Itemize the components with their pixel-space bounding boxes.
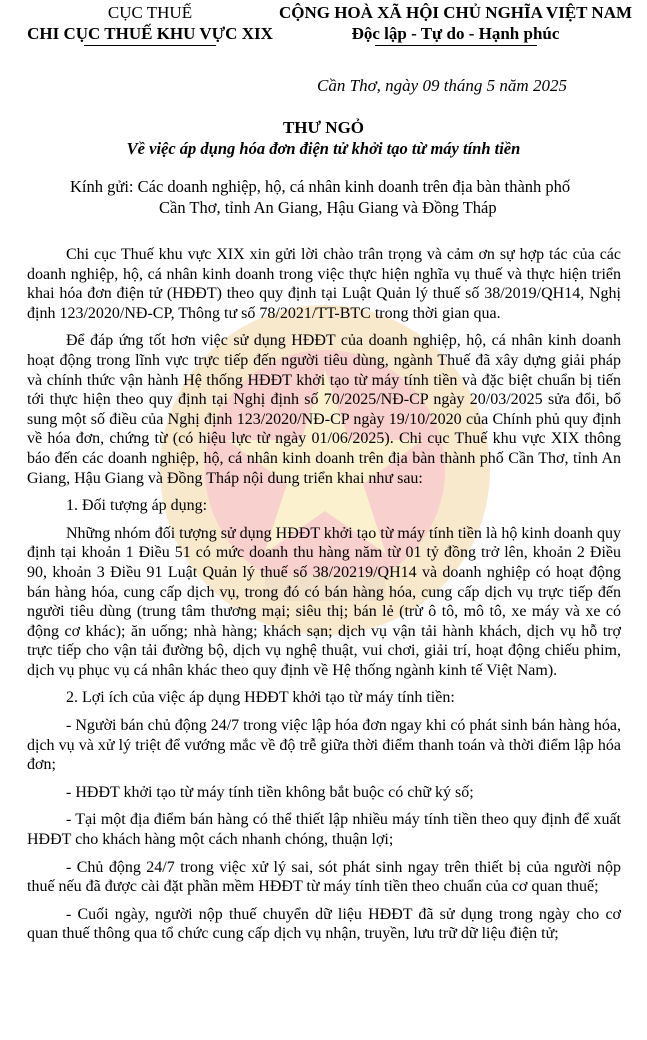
paragraph-intro: Chi cục Thuế khu vực XIX xin gửi lời chào trân trọng và cảm ơn sự hợp tác của các doanh nghiệp, hộ, cá nhân kinh doanh trong việc thực hiện nghĩa vụ thuế và thực hiện triển khai hóa đơn điện tử (HĐĐT) theo quy định tại Luật Quản lý thuế số 38/2019/QH14, Nghị định 123/2020/NĐ-CP, Thông tư số 78/2021/TT-BTC trong thời gian qua. [27, 246, 621, 322]
agency-name: CỤC THUẾ [107, 3, 193, 22]
paragraph-subjects: Những nhóm đối tượng sử dụng HĐĐT khởi tạo từ máy tính tiền là hộ kinh doanh quy định tại khoản 1 Điều 51 có mức doanh thu hàng năm từ 01 tỷ đồng trở lên, khoản 2 Điều 90, khoản 3 Điều 91 Luật Quản lý thuế số 38/20219/QH14 và doanh nghiệp có hoạt động bán hàng hóa, cung cấp dịch vụ, trong đó có bán hàng hóa, cung cấp dịch vụ trực tiếp đến người tiêu dùng (trung tâm thương mại; siêu thị; bán lẻ (trừ ô tô, mô tô, xe máy và xe có động cơ khác); ăn uống; nhà hàng; khách sạn; dịch vụ vận tải hành khách, dịch vụ hỗ trợ trực tiếp cho vận tải đường bộ, dịch vụ nghệ thuật, vui chơi, giải trí, hoạt động chiếu phim, dịch vụ phục vụ cá nhân khác theo quy định về Hệ thống ngành kinh tế Việt Nam). [27, 524, 621, 679]
benefit-item: - Người bán chủ động 24/7 trong việc lập hóa đơn ngay khi có phát sinh bán hàng hóa, dịch vụ và xử lý triệt để vướng mắc về độ trễ giữa thời điểm thanh toán và thời điểm lập hóa đơn; [27, 717, 621, 774]
document-subtitle: Về việc áp dụng hóa đơn điện tử khởi tạo từ máy tính tiền [126, 139, 521, 158]
benefit-item: - Cuối ngày, người nộp thuế chuyển dữ liệu HĐĐT đã sử dụng trong ngày cho cơ quan thuế thông qua tổ chức cung cấp dịch vụ nhận, truyền, lưu trữ dữ liệu điện tử; [27, 905, 621, 943]
salutation [70, 176, 630, 218]
national-header-block [258, 2, 647, 46]
benefit-item: - HĐĐT khởi tạo từ máy tính tiền không bắt buộc có chữ ký số; [66, 783, 474, 801]
national-motto: Độc lập - Tự do - Hạnh phúc [351, 24, 560, 43]
branch-name: CHI CỤC THUẾ KHU VỰC XIX [27, 24, 273, 43]
section-heading-2: 2. Lợi ích của việc áp dụng HĐĐT khởi tạo từ máy tính tiền: [66, 689, 455, 707]
benefit-item: - Tại một địa điểm bán hàng có thể thiết lập nhiều máy tính tiền theo quy định để xuất HĐĐT cho khách hàng một cách nhanh chóng, thuận lợi; [27, 811, 621, 849]
section-heading-1: 1. Đối tượng áp dụng: [66, 497, 208, 515]
benefit-item: - Chủ động 24/7 trong việc xử lý sai, sót phát sinh ngay trên thiết bị của người nộp thuế nếu đã được cài đặt phần mềm HĐĐT từ máy tính tiền theo chuẩn của cơ quan thuế; [27, 858, 621, 896]
document-title: THƯ NGỎ [282, 118, 365, 137]
motto-underline [375, 45, 537, 46]
date-line: Cần Thơ, ngày 09 tháng 5 năm 2025 [317, 76, 567, 95]
branch-underline [84, 45, 216, 46]
salutation-line-2: Cần Thơ, tỉnh An Giang, Hậu Giang và Đồng Tháp [159, 198, 497, 217]
letter-body [27, 245, 621, 952]
salutation-line-1: Kính gửi: Các doanh nghiệp, hộ, cá nhân kinh doanh trên địa bàn thành phố [70, 177, 571, 196]
paragraph-context: Để đáp ứng tốt hơn việc sử dụng HĐĐT của doanh nghiệp, hộ, cá nhân kinh doanh hoạt động trong lĩnh vực trực tiếp đến người tiêu dùng, ngành Thuế đã xây dựng giải pháp và chính thức vận hành Hệ thống HĐĐT khởi tạo từ máy tính tiền và đặc biệt chuẩn bị tiến tới thực hiện theo quy định tại Nghị định số 70/2025/NĐ-CP ngày 20/03/2025 sửa đổi, bổ sung một số điều của Nghị định 123/2020/NĐ-CP ngày 19/10/2020 của Chính phủ quy định về hóa đơn, chứng từ (có hiệu lực từ ngày 01/06/2025). Chi cục Thuế khu vực XIX thông báo đến các doanh nghiệp, hộ, cá nhân kinh doanh trên địa bàn thành phố Cần Thơ, tỉnh An Giang, Hậu Giang và Đồng Tháp nội dung triển khai như sau: [27, 332, 621, 487]
national-title: CỘNG HOÀ XÃ HỘI CHỦ NGHĨA VIỆT NAM [278, 3, 633, 22]
issuing-agency-block [0, 2, 300, 46]
